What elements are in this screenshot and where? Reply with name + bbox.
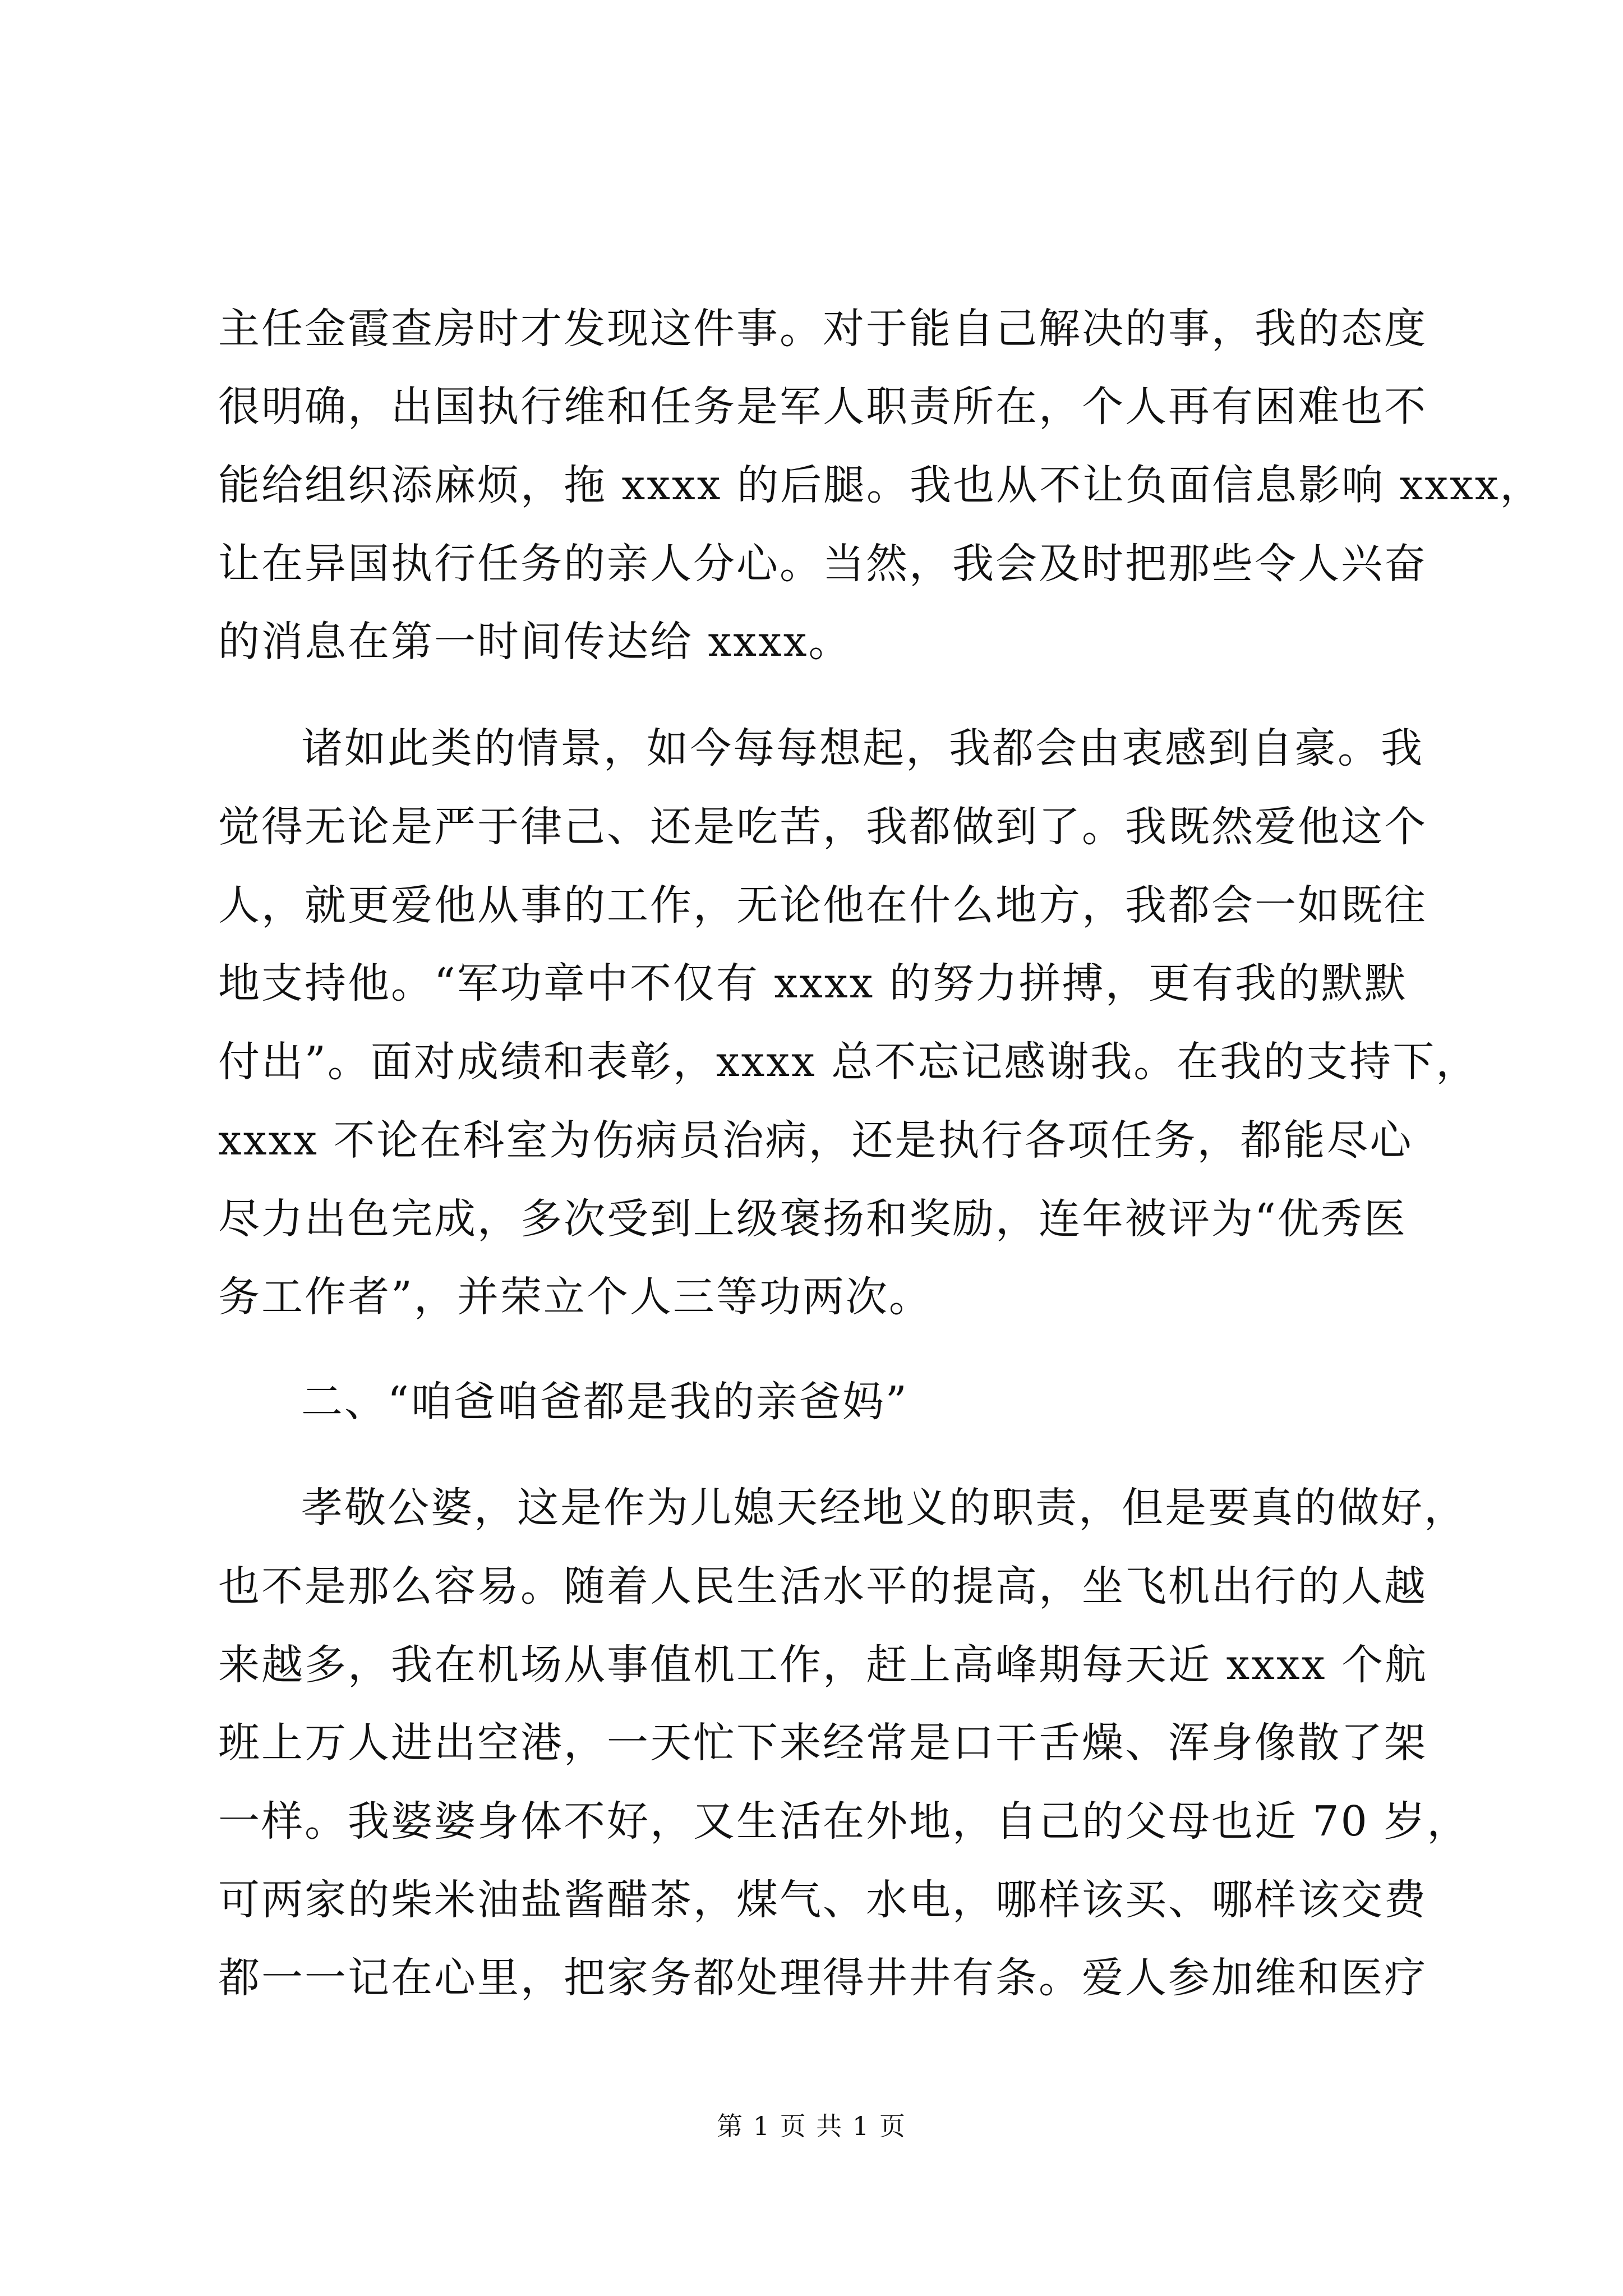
text-line: 务工作者”，并荣立个人三等功两次。: [218, 1273, 932, 1321]
text-line: 人，就更爱他从事的工作，无论他在什么地方，我都会一如既往: [218, 881, 1427, 930]
text-line: 付出”。面对成绩和表彰，xxxx 总不忘记感谢我。在我的支持下，: [218, 1038, 1479, 1086]
text-line: 地支持他。“军功章中不仅有 xxxx 的努力拼搏，更有我的默默: [218, 959, 1408, 1007]
paragraph-first-line: 诸如此类的情景，如今每每想起，我都会由衷感到自豪。我: [301, 724, 1424, 772]
page-footer: 第 1 页 共 1 页: [717, 2111, 906, 2141]
paragraph-first-line: 孝敬公婆，这是作为儿媳天经地义的职责，但是要真的做好，: [301, 1484, 1467, 1532]
text-line: 觉得无论是严于律己、还是吃苦，我都做到了。我既然爱他这个: [218, 803, 1427, 851]
text-line: 很明确，出国执行维和任务是军人职责所在，个人再有困难也不: [218, 383, 1427, 431]
text-line: 来越多，我在机场从事值机工作，赶上高峰期每天近 xxxx 个航: [218, 1641, 1428, 1689]
text-line: 尽力出色完成，多次受到上级褒扬和奖励，连年被评为“优秀医: [218, 1195, 1407, 1243]
section-heading: 二、“咱爸咱爸都是我的亲爸妈”: [301, 1378, 909, 1426]
text-line: 的消息在第一时间传达给 xxxx。: [218, 618, 852, 666]
text-line: 主任金霞查房时才发现这件事。对于能自己解决的事，我的态度: [218, 305, 1427, 353]
text-line: 能给组织添麻烦，拖 xxxx 的后腿。我也从不让负面信息影响 xxxx，: [218, 461, 1543, 509]
text-line: 一样。我婆婆身体不好，又生活在外地，自己的父母也近 70 岁，: [218, 1797, 1470, 1846]
text-line: 都一一记在心里，把家务都处理得井井有条。爱人参加维和医疗: [218, 1954, 1427, 2002]
text-line: 班上万人进出空港，一天忙下来经常是口干舌燥、浑身像散了架: [218, 1719, 1427, 1767]
text-line: 也不是那么容易。随着人民生活水平的提高，坐飞机出行的人越: [218, 1562, 1427, 1611]
text-line: 让在异国执行任务的亲人分心。当然，我会及时把那些令人兴奋: [218, 540, 1427, 588]
text-line: xxxx 不论在科室为伤病员治病，还是执行各项任务，都能尽心: [218, 1116, 1413, 1165]
text-line: 可两家的柴米油盐酱醋茶，煤气、水电，哪样该买、哪样该交费: [218, 1876, 1427, 1924]
